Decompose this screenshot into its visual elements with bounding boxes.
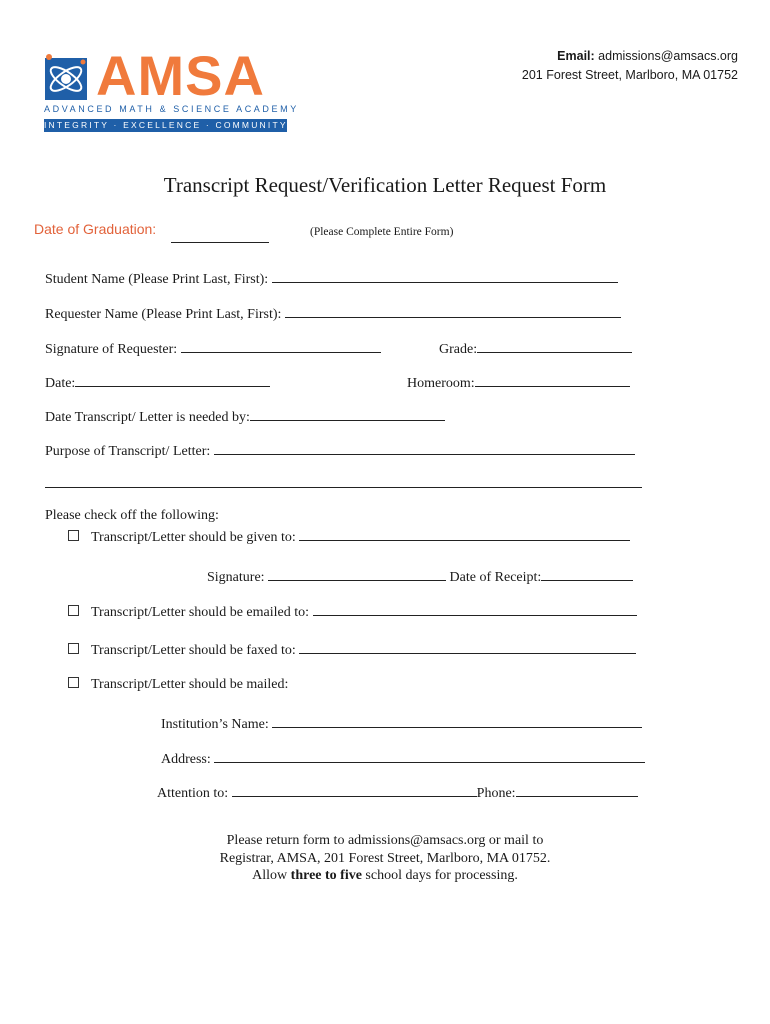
purpose-field[interactable]	[214, 440, 635, 455]
faxed-to-label: Transcript/Letter should be faxed to:	[91, 643, 296, 658]
homeroom-field[interactable]	[475, 372, 630, 387]
given-to-option	[68, 526, 630, 546]
atom-logo-icon	[43, 52, 93, 102]
requester-name-field[interactable]	[285, 303, 621, 318]
footer-line-2: Registrar, AMSA, 201 Forest Street, Marlboro, MA 01752.	[219, 850, 551, 866]
given-to-checkbox[interactable]	[68, 530, 79, 541]
footer-line-3-suffix: school days for processing.	[365, 868, 518, 883]
institution-name-field[interactable]	[272, 713, 642, 728]
faxed-to-option	[68, 639, 636, 659]
receipt-signature-field[interactable]	[268, 566, 446, 581]
grade-field[interactable]	[477, 338, 632, 353]
attention-to-label: Attention to:	[157, 786, 229, 801]
purpose-label: Purpose of Transcript/ Letter:	[45, 444, 211, 459]
needed-by-label: Date Transcript/ Letter is needed by:	[45, 410, 250, 425]
attention-row	[157, 782, 638, 802]
attention-to-field[interactable]	[232, 782, 477, 797]
signature-row	[45, 338, 381, 358]
logo-subtitle: ADVANCED MATH & SCIENCE ACADEMY	[44, 104, 299, 114]
complete-form-note: (Please Complete Entire Form)	[310, 226, 454, 238]
grade-row	[439, 338, 632, 358]
faxed-to-checkbox[interactable]	[68, 643, 79, 654]
given-to-label: Transcript/Letter should be given to:	[91, 530, 296, 545]
signature-field[interactable]	[181, 338, 381, 353]
logo-tagline: INTEGRITY · EXCELLENCE · COMMUNITY	[44, 120, 288, 130]
receipt-row	[207, 566, 633, 586]
signature-label: Signature of Requester:	[45, 342, 178, 357]
form-title: Transcript Request/Verification Letter Request Form	[163, 173, 607, 197]
footer-line-3	[0, 867, 770, 885]
address-text: 201 Forest Street, Marlboro, MA 01752	[521, 68, 738, 82]
date-row	[45, 372, 270, 392]
date-label: Date:	[45, 376, 76, 391]
date-of-receipt-label: Date of Receipt:	[449, 570, 542, 585]
homeroom-label: Homeroom:	[407, 376, 475, 391]
logo-wordmark: AMSA	[96, 44, 265, 107]
footer-instructions	[0, 832, 770, 885]
emailed-to-checkbox[interactable]	[68, 605, 79, 616]
mail-address-field[interactable]	[214, 748, 645, 763]
grade-label: Grade:	[439, 342, 478, 357]
needed-by-row	[45, 406, 445, 426]
purpose-row	[45, 440, 635, 460]
checklist-intro: Please check off the following:	[45, 508, 219, 523]
requester-name-label: Requester Name (Please Print Last, First):	[45, 307, 282, 322]
mailed-checkbox[interactable]	[68, 677, 79, 688]
graduation-date-field[interactable]	[171, 228, 269, 243]
mail-address-row	[161, 748, 645, 768]
email-value[interactable]: admissions@amsacs.org	[598, 49, 738, 63]
phone-field[interactable]	[516, 782, 638, 797]
receipt-signature-label: Signature:	[207, 570, 265, 585]
institution-name-label: Institution’s Name:	[161, 717, 269, 732]
requester-name-row	[45, 303, 621, 323]
date-of-receipt-field[interactable]	[541, 566, 633, 581]
mailed-option	[68, 677, 288, 693]
email-label: Email:	[557, 49, 595, 63]
student-name-label: Student Name (Please Print Last, First):	[45, 272, 269, 287]
footer-line-1: Please return form to admissions@amsacs.org or mail to	[226, 833, 544, 848]
institution-row	[161, 713, 642, 733]
emailed-to-option	[68, 601, 637, 621]
phone-label: Phone:	[476, 786, 516, 801]
purpose-field-line-2[interactable]	[45, 487, 642, 488]
faxed-to-field[interactable]	[299, 639, 636, 654]
student-name-field[interactable]	[272, 268, 618, 283]
emailed-to-field[interactable]	[313, 601, 637, 616]
emailed-to-label: Transcript/Letter should be emailed to:	[91, 605, 309, 620]
homeroom-row	[407, 372, 630, 392]
date-field[interactable]	[75, 372, 270, 387]
needed-by-field[interactable]	[250, 406, 445, 421]
mail-address-label: Address:	[161, 752, 211, 767]
student-name-row	[45, 268, 618, 288]
given-to-field[interactable]	[299, 526, 630, 541]
footer-line-3-prefix: Allow	[252, 868, 288, 883]
mailed-label: Transcript/Letter should be mailed:	[91, 677, 289, 692]
contact-block	[522, 47, 738, 85]
graduation-date-label: Date of Graduation:	[34, 221, 157, 237]
processing-days: three to five	[290, 868, 362, 883]
